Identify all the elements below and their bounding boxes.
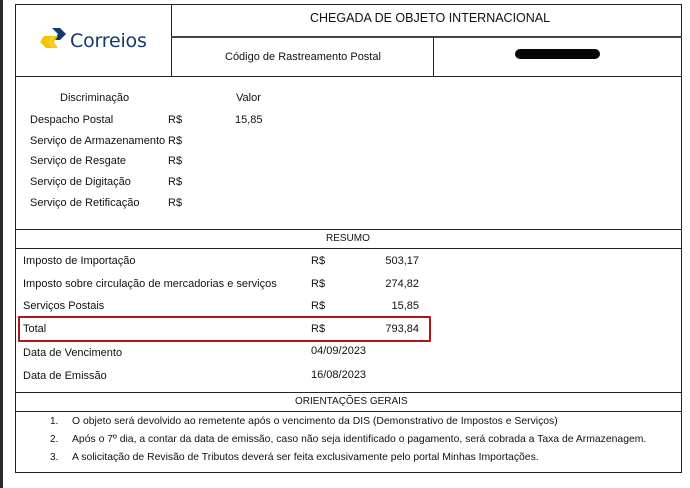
- due-date-value: 04/09/2023: [311, 345, 367, 357]
- summary-label: Serviços Postais: [23, 300, 105, 312]
- resumo-bottom-line: [15, 248, 682, 249]
- fee-label: Serviço de Armazenamento: [30, 135, 166, 147]
- summary-currency: R$: [311, 255, 326, 267]
- guidelines-heading: ORIENTAÇÕES GERAIS: [295, 396, 408, 407]
- guideline-text: O objeto será devolvido ao remetente após o vencimento da DIS (Demonstrativo de Impostos e Serviços): [72, 416, 558, 427]
- header-title-divider: [171, 36, 682, 38]
- fee-label: Despacho Postal: [30, 114, 114, 126]
- issue-date-label: Data de Emissão: [23, 370, 107, 382]
- summary-value: 274,82: [385, 278, 419, 290]
- fee-label: Serviço de Digitação: [30, 176, 131, 188]
- tracking-label: Código de Rastreamento Postal: [225, 51, 381, 63]
- fee-currency: R$: [168, 197, 183, 209]
- page-edge-strip: [0, 0, 3, 488]
- summary-currency: R$: [311, 278, 326, 290]
- guidelines-bottom-line: [15, 411, 682, 412]
- guideline-text: A solicitação de Revisão de Tributos deverá ser feita exclusivamente pelo portal Minhas Importações.: [72, 452, 539, 463]
- correios-logo: [38, 26, 70, 57]
- redacted-tracking-code: [515, 49, 600, 59]
- fee-value: 15,85: [235, 114, 263, 126]
- issue-date-value: 16/08/2023: [311, 369, 367, 381]
- summary-label: Imposto sobre circulação de mercadorias e serviços: [23, 278, 277, 290]
- total-value: 793,84: [385, 323, 419, 335]
- guidelines-top-line: [15, 392, 682, 393]
- col-value-header: Valor: [236, 92, 261, 104]
- guideline-text: Após o 7º dia, a contar da data de emissão, caso não seja identificado o pagamento, será cobrada a Taxa de Armazenagem.: [72, 434, 647, 445]
- fee-currency: R$: [168, 114, 183, 126]
- fee-label: Serviço de Retificação: [30, 197, 140, 209]
- fee-currency: R$: [168, 176, 183, 188]
- header-divider: [171, 4, 172, 76]
- fee-label: Serviço de Resgate: [30, 155, 126, 167]
- total-currency: R$: [311, 323, 326, 335]
- guideline-number: 2.: [50, 434, 59, 445]
- document-title: CHEGADA DE OBJETO INTERNACIONAL: [310, 11, 551, 25]
- header-bottom-line: [15, 76, 682, 77]
- correios-logo-icon: [38, 26, 70, 52]
- correios-logo-text: Correios: [70, 30, 147, 52]
- summary-label: Imposto de Importação: [23, 255, 136, 267]
- due-date-label: Data de Vencimento: [23, 347, 123, 359]
- fee-currency: R$: [168, 155, 183, 167]
- summary-value: 503,17: [385, 255, 419, 267]
- resumo-top-line: [15, 229, 682, 230]
- resumo-heading: RESUMO: [326, 233, 370, 244]
- summary-value: 15,85: [391, 300, 419, 312]
- guideline-number: 1.: [50, 416, 59, 427]
- total-label: Total: [23, 323, 47, 335]
- fee-currency: R$: [168, 135, 183, 147]
- col-description-header: Discriminação: [60, 92, 130, 104]
- summary-currency: R$: [311, 300, 326, 312]
- guideline-number: 3.: [50, 452, 59, 463]
- tracking-divider: [433, 36, 434, 76]
